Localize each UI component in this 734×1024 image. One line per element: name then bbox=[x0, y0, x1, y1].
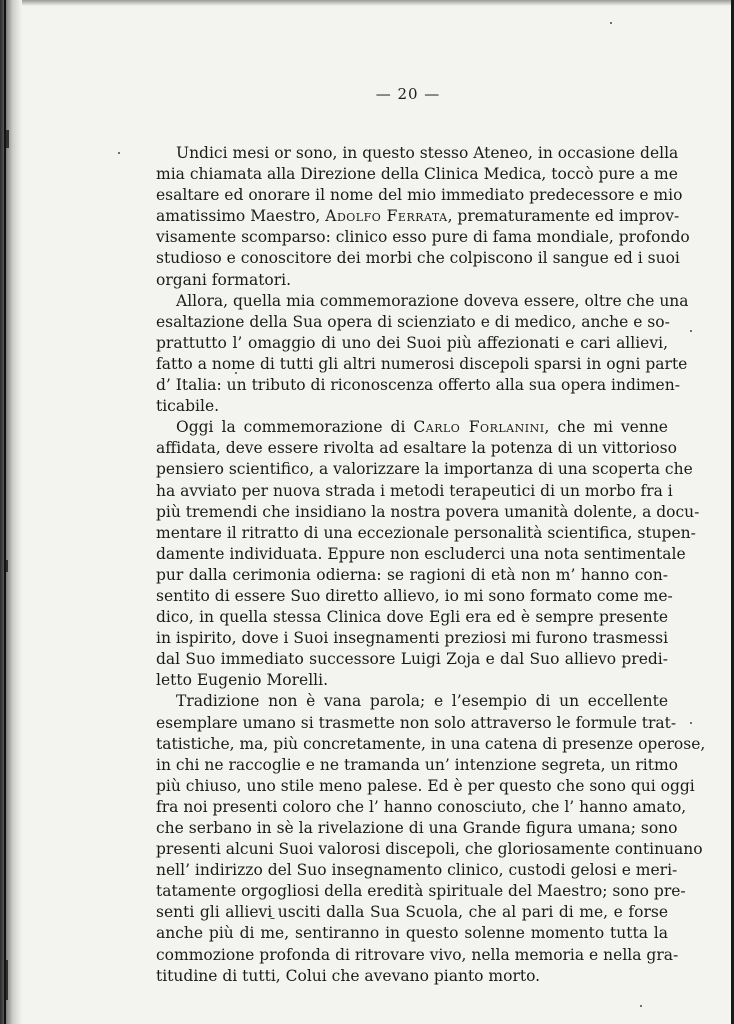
text-line: dal Suo immediato successore Luigi Zoja e dal Suo allievo predi- bbox=[156, 650, 668, 669]
page-number: — 20 — bbox=[375, 85, 441, 103]
text-line: in ispirito, dove i Suoi insegnamenti preziosi mi furono trasmessi bbox=[156, 629, 669, 648]
text-line: Allora, quella mia commemorazione doveva essere, oltre che una bbox=[176, 291, 689, 310]
small-caps-name: Carlo Forlanini bbox=[413, 418, 545, 437]
text-line: studioso e conoscitore dei morbi che colpiscono il sangue ed i suoi bbox=[156, 249, 680, 268]
text-line: prattutto l’ omaggio di uno dei Suoi più affezionati e cari allievi, bbox=[156, 333, 668, 352]
text-line: Tradizione non è vana parola; e l’esempio di un eccellente bbox=[176, 692, 668, 711]
text-line: pur dalla cerimonia odierna: se ragioni di età non m’ hanno con- bbox=[156, 565, 668, 584]
paragraph bbox=[156, 417, 700, 691]
text-line: più tremendi che insidiano la nostra povera umanità dolente, a docu- bbox=[156, 502, 700, 521]
text-line: mia chiamata alla Direzione della Clinica Medica, toccò pure a me bbox=[156, 165, 678, 184]
text-line: esaltazione della Sua opera di scienziato e di medico, anche e so- bbox=[156, 312, 670, 331]
text-line: esaltare ed onorare il nome del mio immediato predecessore e mio bbox=[156, 186, 683, 205]
ink-speck bbox=[690, 330, 692, 332]
text-line: senti gli allievi usciti dalla Sua Scuola, che al pari di me, e forse bbox=[156, 903, 668, 922]
text-line: pensiero scientifico, a valorizzare la importanza di una scoperta che bbox=[156, 460, 693, 479]
text-line: tatistiche, ma, più concretamente, in una catena di presenze operose, bbox=[156, 734, 706, 753]
paragraph bbox=[156, 691, 706, 986]
binding-line bbox=[4, 0, 6, 1024]
text-line: anche più di me, sentiranno in questo solenne momento tutta la bbox=[156, 924, 668, 943]
margin-mark bbox=[6, 560, 8, 572]
text-line: letto Eugenio Morelli. bbox=[156, 671, 329, 690]
text-line: dico, in quella stessa Clinica dove Egli era ed è sempre presente bbox=[156, 608, 668, 627]
text-line: visamente scomparso: clinico esso pure di fama mondiale, profondo bbox=[156, 228, 690, 247]
text-line: Undici mesi or sono, in questo stesso Ateneo, in occasione della bbox=[176, 144, 679, 162]
margin-mark bbox=[6, 960, 8, 1000]
text-line: in chi ne raccoglie e ne tramanda un’ intenzione segreta, un ritmo bbox=[156, 755, 679, 774]
text-line: commozione profonda di ritrovare vivo, nella memoria e nella gra- bbox=[156, 945, 679, 964]
text-line: fatto a nome di tutti gli altri numerosi discepoli sparsi in ogni parte bbox=[156, 354, 688, 373]
ink-speck bbox=[610, 22, 612, 24]
paragraph bbox=[156, 143, 690, 291]
text-line: affidata, deve essere rivolta ad esaltare la potenza di un vittorioso bbox=[156, 439, 677, 458]
text-line: damente individuata. Eppure non escluderci una nota sentimentale bbox=[156, 544, 686, 563]
ink-speck bbox=[690, 722, 692, 724]
text-line: amatissimo Maestro, Adolfo Ferrata, prematuramente ed improv- bbox=[156, 207, 680, 226]
text-line: nell’ indirizzo del Suo insegnamento clinico, custodi gelosi e meri- bbox=[156, 861, 678, 880]
text-line: esemplare umano si trasmette non solo attraverso le formule trat- bbox=[156, 713, 677, 732]
paragraph bbox=[156, 291, 689, 418]
text-line: mentare il ritratto di una eccezionale personalità scientifica, stupen- bbox=[156, 523, 696, 542]
text-line: più chiuso, uno stile meno palese. Ed è per questo che sono qui oggi bbox=[156, 776, 695, 795]
text-line: ha avviato per nuova strada i metodi terapeutici di un morbo fra i bbox=[156, 481, 673, 500]
text-line: Oggi la commemorazione di Carlo Forlanini, che mi venne bbox=[176, 418, 668, 437]
margin-mark bbox=[6, 130, 9, 148]
ink-speck bbox=[640, 1005, 642, 1007]
text-line: che serbano in sè la rivelazione di una Grande figura umana; sono bbox=[156, 819, 678, 837]
small-caps-name: Adolfo Ferrata bbox=[325, 207, 448, 226]
page-top-edge bbox=[0, 0, 734, 6]
text-line: titudine di tutti, Colui che avevano pianto morto. bbox=[156, 966, 541, 985]
text-line: tatamente orgogliosi della eredità spirituale del Maestro; sono pre- bbox=[156, 882, 686, 901]
text-line: organi formatori. bbox=[156, 270, 292, 289]
text-line: presenti alcuni Suoi valorosi discepoli, che gloriosamente continuano bbox=[156, 840, 703, 859]
text-line: sentito di essere Suo diretto allievo, io mi sono formato come me- bbox=[156, 586, 673, 605]
ink-speck bbox=[118, 152, 120, 154]
text-line: fra noi presenti coloro che l’ hanno conosciuto, che l’ hanno amato, bbox=[156, 797, 687, 816]
text-line: d’ Italia: un tributo di riconoscenza offerto alla sua opera indimen- bbox=[156, 376, 680, 395]
text-line: ticabile. bbox=[156, 397, 220, 416]
body-text bbox=[156, 143, 706, 987]
